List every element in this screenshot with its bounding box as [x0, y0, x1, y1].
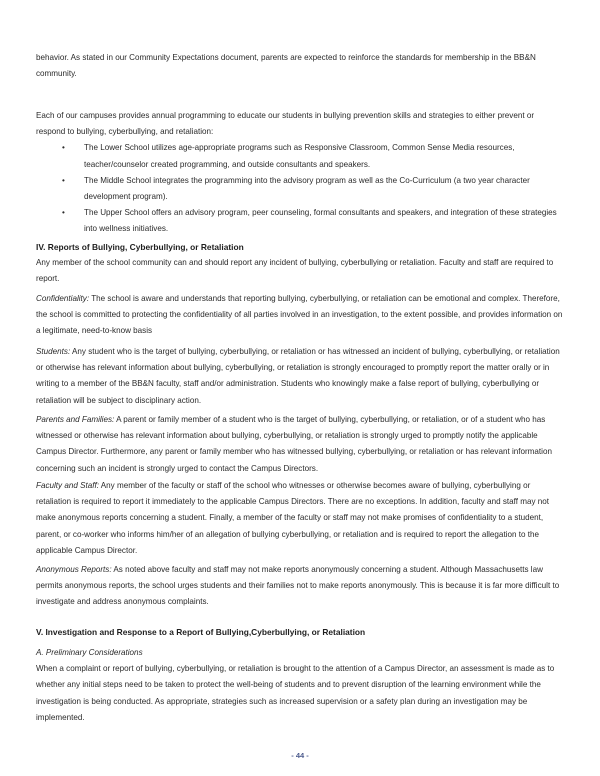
intro-paragraph-1 [36, 50, 564, 82]
parents-label: Parents and Families: [36, 415, 115, 424]
paragraph-text [36, 291, 564, 340]
paragraph-text: Each of our campuses provides annual programming to educate our students in bullying prevention skills and strategies to either prevent or respond to bullying, cyberbullying, and retaliation: [36, 111, 535, 137]
paragraph-text: behavior. As stated in our Community Expectations document, parents are expected to reinforce the standards for membership in the BB&N community. [36, 53, 536, 79]
list-item-text: The Lower School utilizes age-appropriate programs such as Responsive Classroom, Common Sense Media resources, teacher/counselor created programming, and outside consultants and speakers. [84, 143, 515, 169]
subsection-heading: A. Preliminary Considerations [36, 648, 143, 657]
bullet-icon: • [62, 175, 65, 185]
confidentiality-text: The school is aware and understands that reporting bullying, cyberbullying, or retaliation can be emotional and complex. Therefore, the school is committed to protecting the confidentiality of all parties involved in an investigation, to the extent possible, and provides information on a legitimate, need-to-know basis [36, 294, 563, 336]
students-paragraph [36, 344, 564, 409]
faculty-label: Faculty and Staff: [36, 481, 99, 490]
faculty-paragraph [36, 478, 564, 559]
list-item-text: The Middle School integrates the programming into the advisory program as well as the Co-Curriculum (a two year character development program). [84, 175, 530, 202]
list-item [62, 140, 564, 172]
section-4 [36, 239, 564, 287]
intro-paragraph-2 [36, 108, 564, 238]
bullet-icon: • [62, 208, 65, 218]
bullet-icon: • [62, 143, 65, 153]
faculty-text: Any member of the faculty or staff of the school who witnesses or otherwise becomes aware of bullying, cyberbullying or retaliation is required to report it immediately to the applicable Campus Directors. There are no exceptions. In addition, faculty and staff may not make anonymous reports concerning a student. Finally, a member of the faculty or staff may not make promises of confidentiality to a student, parent, or co-worker who informs him/her of an allegation of bullying cyberbullying, or retaliation and is required to report the allegation to the applicable Campus Director. [36, 481, 550, 555]
list-item-text: The Upper School offers an advisory program, peer counseling, formal consultants and speakers, and integration of these strategies into wellness initiatives. [84, 208, 557, 234]
preliminary-considerations [36, 645, 564, 726]
students-text: Any student who is the target of bullying, cyberbullying, or retaliation or has witnessed an incident of bullying, cyberbullying, or retaliation or otherwise has relevant information about bullying, cyberbullying, or retaliation is strongly encouraged to promptly report the matter orally or in writing to a member of the BB&N faculty, staff and/or administration. Students who knowingly make a false report of bullying, cyberbullying or retaliation will be subject to disciplinary action. [36, 347, 560, 405]
programming-list [36, 140, 564, 237]
anonymous-text: As noted above faculty and staff may not make reports anonymously concerning a student. Although Massachusetts law permits anonymous reports, the school urges students and their families not to make reports anonymously. This is because it is far more difficult to investigate and address anonymous complaints. [36, 565, 560, 607]
confidentiality-paragraph [36, 291, 564, 340]
paragraph-text [36, 562, 564, 611]
anonymous-label: Anonymous Reports: [36, 565, 112, 574]
paragraph-text [36, 478, 564, 559]
list-item [62, 173, 564, 205]
paragraph-text [36, 344, 564, 409]
paragraph-text: When a complaint or report of bullying, cyberbullying, or retaliation is brought to the attention of a Campus Director, an assessment is made as to whether any initial steps need to be taken to protect the well-being of students and to prevent disruption of the learning environment while the investigation is being conducted. As appropriate, strategies such as increased supervision or a safety plan during an investigation may be implemented. [36, 664, 555, 722]
section-heading: V. Investigation and Response to a Report of Bullying,Cyberbullying, or Retaliation [36, 627, 366, 637]
paragraph-text [36, 412, 564, 477]
confidentiality-label: Confidentiality: [36, 294, 90, 303]
section-intro: Any member of the school community can and should report any incident of bullying, cyberbullying or retaliation. Faculty and staff are required to report. [36, 258, 554, 284]
list-item [62, 205, 564, 237]
students-label: Students: [36, 347, 71, 356]
section-heading: IV. Reports of Bullying, Cyberbullying, or Retaliation [36, 242, 244, 252]
parents-text: A parent or family member of a student who is the target of bullying, cyberbullying, or retaliation, or of a student who has witnessed or otherwise has relevant information about bullying, cyberbullying, or retaliation is strongly urged to promptly notify the applicable Campus Director. Furthermore, any parent or family member who has witnessed bullying, cyberbullying, or retaliation or has relevant information concerning such an incident is strongly urged to contact the Campus Directors. [36, 415, 552, 473]
section-5 [36, 624, 564, 640]
page-number: - 44 - [291, 751, 309, 760]
parents-paragraph [36, 412, 564, 477]
anonymous-paragraph [36, 562, 564, 611]
